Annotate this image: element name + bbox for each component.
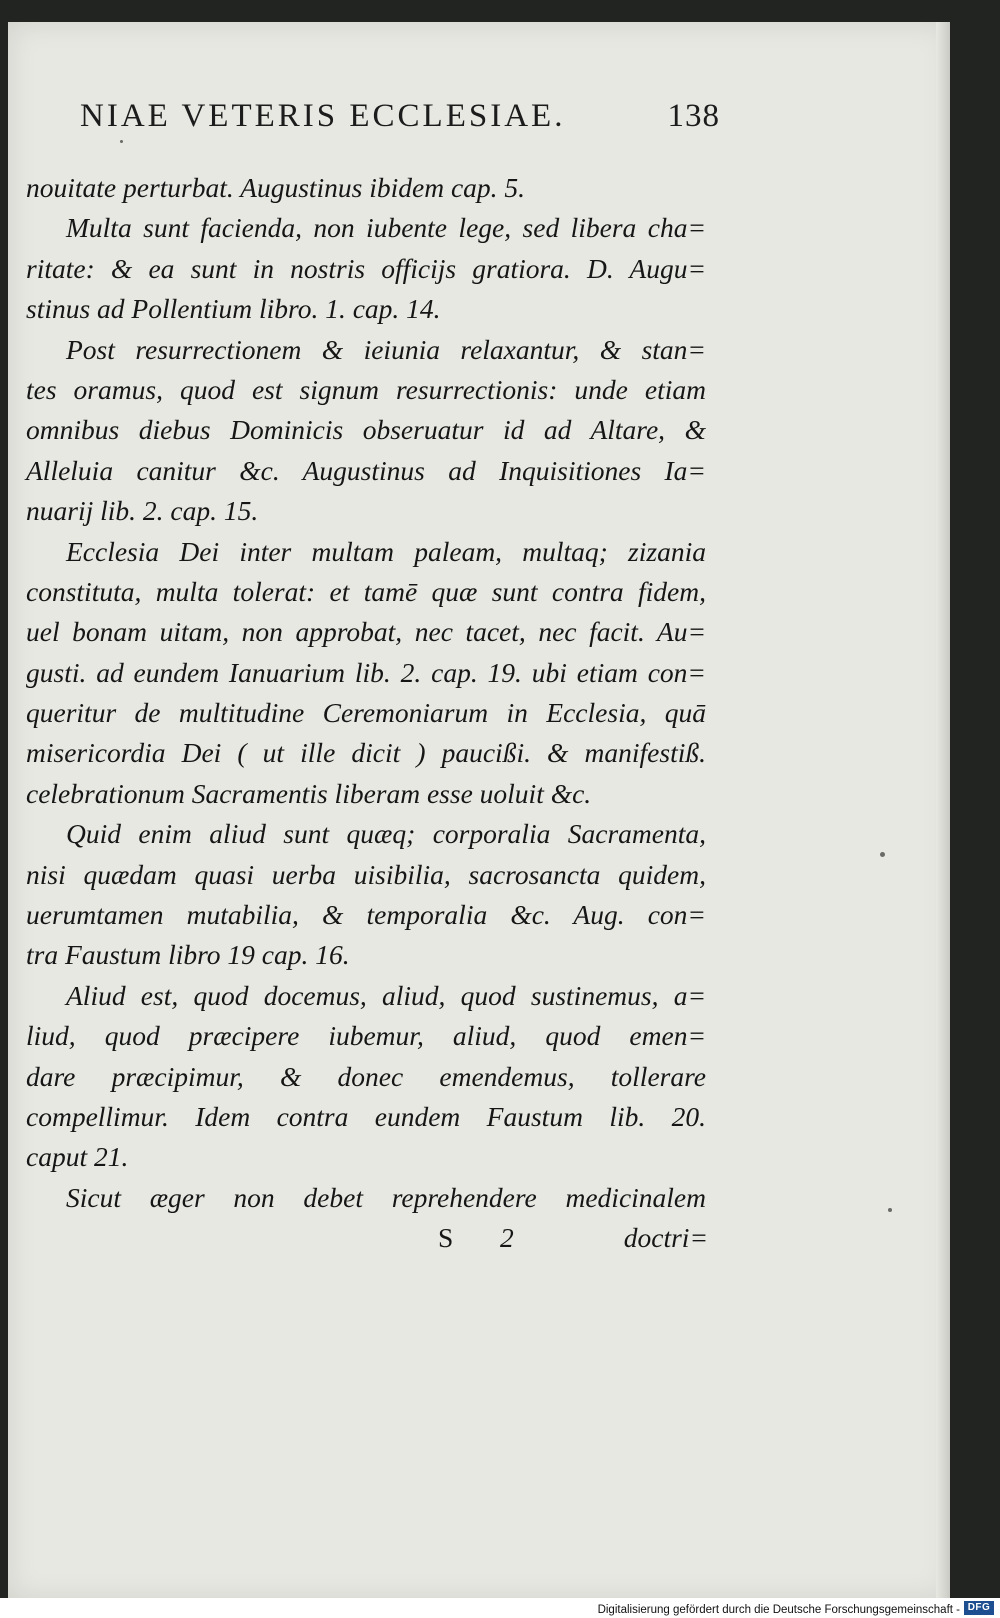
text-line: celebrationum Sacramentis liberam esse uoluit &c. [26, 777, 592, 809]
text-line: dare præcipimur, & donec emendemus, tollerare [26, 1060, 706, 1092]
signature-line [438, 1222, 708, 1262]
body-text [26, 168, 706, 1218]
text-line: omnibus diebus Dominicis obseruatur id ad Altare, & [26, 414, 706, 446]
book-page [8, 22, 950, 1600]
text-line: nisi quædam quasi uerba uisibilia, sacrosancta quidem, [26, 858, 706, 890]
text-line: liud, quod præcipere iubemur, aliud, quod emen= [26, 1020, 706, 1052]
text-line: nuarij lib. 2. cap. 15. [26, 495, 259, 527]
footer-bar [0, 1598, 1000, 1618]
funding-notice: Digitalisierung gefördert durch die Deutsche Forschungsgemeinschaft - [597, 1604, 960, 1616]
catchword: doctri= [623, 1222, 708, 1253]
dfg-logo: DFG [964, 1601, 994, 1615]
paper-speck [120, 140, 123, 143]
text-line: caput 21. [26, 1141, 129, 1173]
text-line: uel bonam uitam, non approbat, nec tacet, nec facit. Au= [26, 616, 706, 648]
paper-speck [880, 852, 885, 857]
text-line: stinus ad Pollentium libro. 1. cap. 14. [26, 293, 441, 325]
folio-number: 138 [667, 98, 720, 134]
text-line: Sicut æger non debet reprehendere medicinalem [66, 1181, 706, 1213]
text-line: tra Faustum libro 19 cap. 16. [26, 939, 350, 971]
running-head-title: NIAE VETERIS ECCLESIAE. [80, 98, 566, 134]
text-line: compellimur. Idem contra eundem Faustum lib. 20. [26, 1100, 706, 1132]
text-line: gusti. ad eundem Ianuarium lib. 2. cap. 19. ubi etiam con= [26, 656, 706, 688]
text-line: Ecclesia Dei inter multam paleam, multaq; zizania [66, 535, 706, 567]
text-line: misericordia Dei ( ut ille dicit ) paucißi. & manifestiß. [26, 737, 706, 769]
text-line: Multa sunt facienda, non iubente lege, sed libera cha= [66, 212, 706, 244]
signature-number: 2 [500, 1222, 514, 1253]
text-line: Quid enim aliud sunt quæq; corporalia Sacramenta, [66, 818, 706, 850]
text-line: queritur de multitudine Ceremoniarum in Ecclesia, quā [26, 697, 706, 729]
text-line: Post resurrectionem & ieiunia relaxantur, & stan= [66, 333, 706, 365]
text-line: nouitate perturbat. Augustinus ibidem cap. 5. [26, 172, 526, 203]
text-line: Aliud est, quod docemus, aliud, quod sustinemus, a= [66, 979, 706, 1011]
page-edge-shadow [936, 22, 950, 1600]
text-line: constituta, multa tolerat: et tamē quæ sunt contra fidem, [26, 575, 706, 607]
text-line: ritate: & ea sunt in nostris officijs gratiora. D. Augu= [26, 252, 706, 284]
paper-speck [888, 1208, 892, 1212]
text-line: uerumtamen mutabilia, & temporalia &c. Aug. con= [26, 899, 706, 931]
running-head [80, 98, 720, 146]
text-line: tes oramus, quod est signum resurrectionis: unde etiam [26, 373, 706, 405]
signature-mark: S [438, 1222, 454, 1253]
text-line: Alleluia canitur &c. Augustinus ad Inquisitiones Ia= [26, 454, 706, 486]
